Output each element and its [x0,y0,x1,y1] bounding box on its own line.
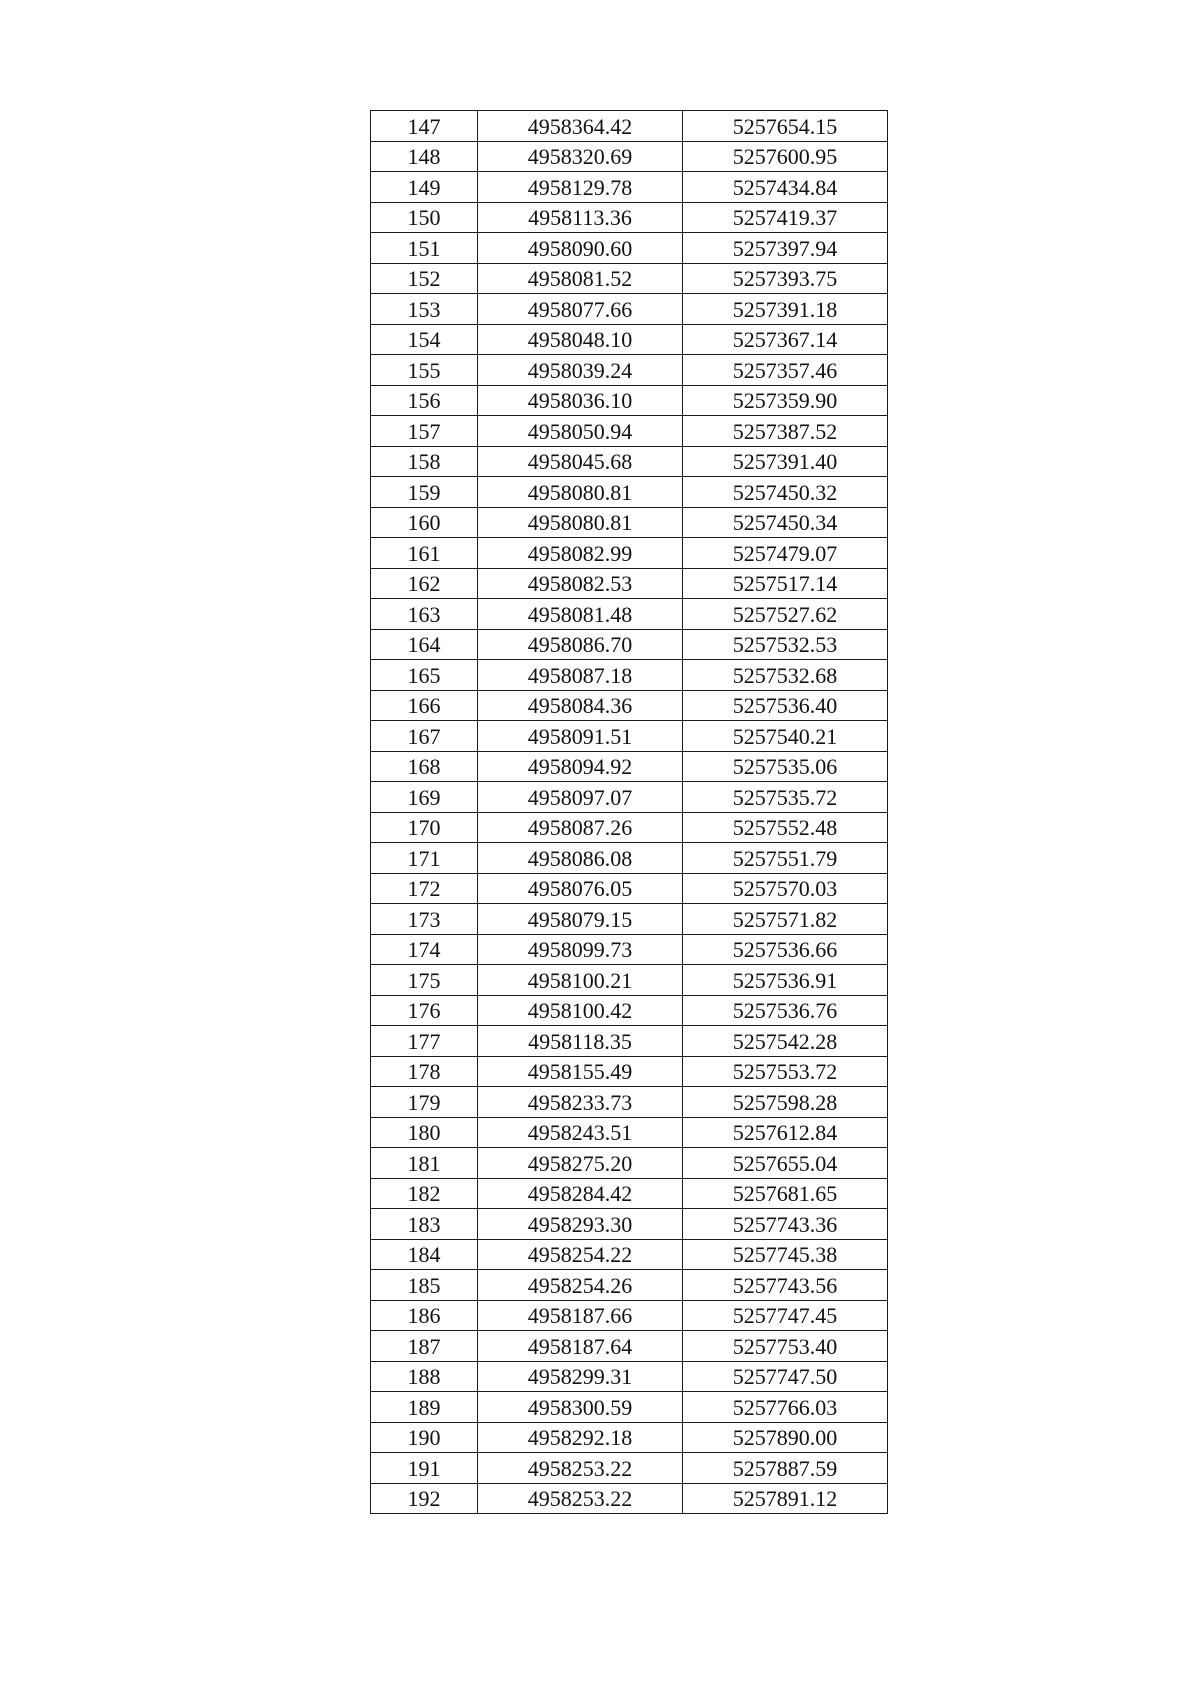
table-row [371,1483,888,1514]
coordinates-table [370,110,888,1514]
y-coordinate-cell: 5257527.62 [683,599,888,630]
x-coordinate-cell: 4958086.08 [478,843,683,874]
x-coordinate-cell: 4958300.59 [478,1392,683,1423]
table-row [371,843,888,874]
point-number-cell: 162 [371,568,478,599]
point-number-cell: 163 [371,599,478,630]
table-row [371,782,888,813]
table-row [371,1270,888,1301]
y-coordinate-cell: 5257654.15 [683,111,888,142]
table-row [371,934,888,965]
y-coordinate-cell: 5257600.95 [683,141,888,172]
y-coordinate-cell: 5257479.07 [683,538,888,569]
y-coordinate-cell: 5257753.40 [683,1331,888,1362]
point-number-cell: 189 [371,1392,478,1423]
point-number-cell: 153 [371,294,478,325]
y-coordinate-cell: 5257419.37 [683,202,888,233]
y-coordinate-cell: 5257681.65 [683,1178,888,1209]
y-coordinate-cell: 5257391.18 [683,294,888,325]
x-coordinate-cell: 4958080.81 [478,477,683,508]
y-coordinate-cell: 5257391.40 [683,446,888,477]
y-coordinate-cell: 5257655.04 [683,1148,888,1179]
x-coordinate-cell: 4958087.26 [478,812,683,843]
point-number-cell: 173 [371,904,478,935]
x-coordinate-cell: 4958099.73 [478,934,683,965]
y-coordinate-cell: 5257536.66 [683,934,888,965]
x-coordinate-cell: 4958118.35 [478,1026,683,1057]
point-number-cell: 164 [371,629,478,660]
point-number-cell: 183 [371,1209,478,1240]
y-coordinate-cell: 5257536.76 [683,995,888,1026]
table-row [371,416,888,447]
table-row [371,477,888,508]
table-row [371,1392,888,1423]
x-coordinate-cell: 4958293.30 [478,1209,683,1240]
y-coordinate-cell: 5257743.36 [683,1209,888,1240]
table-row [371,263,888,294]
table-row [371,1331,888,1362]
x-coordinate-cell: 4958097.07 [478,782,683,813]
point-number-cell: 177 [371,1026,478,1057]
point-number-cell: 168 [371,751,478,782]
x-coordinate-cell: 4958090.60 [478,233,683,264]
x-coordinate-cell: 4958100.21 [478,965,683,996]
x-coordinate-cell: 4958364.42 [478,111,683,142]
x-coordinate-cell: 4958187.64 [478,1331,683,1362]
table-row [371,507,888,538]
table-row [371,629,888,660]
table-row [371,202,888,233]
x-coordinate-cell: 4958081.48 [478,599,683,630]
y-coordinate-cell: 5257434.84 [683,172,888,203]
table-row [371,538,888,569]
x-coordinate-cell: 4958299.31 [478,1361,683,1392]
point-number-cell: 191 [371,1453,478,1484]
point-number-cell: 148 [371,141,478,172]
point-number-cell: 192 [371,1483,478,1514]
table-row [371,965,888,996]
y-coordinate-cell: 5257359.90 [683,385,888,416]
point-number-cell: 171 [371,843,478,874]
y-coordinate-cell: 5257367.14 [683,324,888,355]
y-coordinate-cell: 5257747.45 [683,1300,888,1331]
x-coordinate-cell: 4958243.51 [478,1117,683,1148]
table-row [371,172,888,203]
x-coordinate-cell: 4958253.22 [478,1483,683,1514]
x-coordinate-cell: 4958129.78 [478,172,683,203]
x-coordinate-cell: 4958254.26 [478,1270,683,1301]
y-coordinate-cell: 5257598.28 [683,1087,888,1118]
table-row [371,233,888,264]
x-coordinate-cell: 4958048.10 [478,324,683,355]
y-coordinate-cell: 5257747.50 [683,1361,888,1392]
table-row [371,1422,888,1453]
x-coordinate-cell: 4958233.73 [478,1087,683,1118]
x-coordinate-cell: 4958320.69 [478,141,683,172]
y-coordinate-cell: 5257890.00 [683,1422,888,1453]
x-coordinate-cell: 4958082.99 [478,538,683,569]
table-row [371,1361,888,1392]
x-coordinate-cell: 4958081.52 [478,263,683,294]
x-coordinate-cell: 4958187.66 [478,1300,683,1331]
x-coordinate-cell: 4958050.94 [478,416,683,447]
x-coordinate-cell: 4958039.24 [478,355,683,386]
point-number-cell: 149 [371,172,478,203]
point-number-cell: 174 [371,934,478,965]
point-number-cell: 170 [371,812,478,843]
y-coordinate-cell: 5257532.68 [683,660,888,691]
point-number-cell: 188 [371,1361,478,1392]
table-row [371,660,888,691]
table-row [371,1300,888,1331]
table-row [371,690,888,721]
x-coordinate-cell: 4958254.22 [478,1239,683,1270]
table-row [371,599,888,630]
table-row [371,995,888,1026]
point-number-cell: 158 [371,446,478,477]
point-number-cell: 180 [371,1117,478,1148]
point-number-cell: 156 [371,385,478,416]
y-coordinate-cell: 5257552.48 [683,812,888,843]
x-coordinate-cell: 4958082.53 [478,568,683,599]
table-row [371,324,888,355]
table-row [371,1209,888,1240]
point-number-cell: 176 [371,995,478,1026]
point-number-cell: 154 [371,324,478,355]
x-coordinate-cell: 4958079.15 [478,904,683,935]
y-coordinate-cell: 5257540.21 [683,721,888,752]
table-row [371,721,888,752]
point-number-cell: 182 [371,1178,478,1209]
point-number-cell: 181 [371,1148,478,1179]
point-number-cell: 166 [371,690,478,721]
point-number-cell: 165 [371,660,478,691]
y-coordinate-cell: 5257553.72 [683,1056,888,1087]
point-number-cell: 160 [371,507,478,538]
y-coordinate-cell: 5257517.14 [683,568,888,599]
point-number-cell: 161 [371,538,478,569]
x-coordinate-cell: 4958080.81 [478,507,683,538]
point-number-cell: 186 [371,1300,478,1331]
x-coordinate-cell: 4958084.36 [478,690,683,721]
y-coordinate-cell: 5257891.12 [683,1483,888,1514]
x-coordinate-cell: 4958087.18 [478,660,683,691]
table-row [371,1087,888,1118]
x-coordinate-cell: 4958155.49 [478,1056,683,1087]
point-number-cell: 179 [371,1087,478,1118]
x-coordinate-cell: 4958284.42 [478,1178,683,1209]
y-coordinate-cell: 5257450.32 [683,477,888,508]
table-row [371,355,888,386]
point-number-cell: 151 [371,233,478,264]
x-coordinate-cell: 4958086.70 [478,629,683,660]
y-coordinate-cell: 5257532.53 [683,629,888,660]
y-coordinate-cell: 5257357.46 [683,355,888,386]
x-coordinate-cell: 4958077.66 [478,294,683,325]
y-coordinate-cell: 5257887.59 [683,1453,888,1484]
table-row [371,1453,888,1484]
y-coordinate-cell: 5257743.56 [683,1270,888,1301]
x-coordinate-cell: 4958100.42 [478,995,683,1026]
table-row [371,385,888,416]
table-row [371,141,888,172]
point-number-cell: 185 [371,1270,478,1301]
table-row [371,446,888,477]
y-coordinate-cell: 5257570.03 [683,873,888,904]
x-coordinate-cell: 4958045.68 [478,446,683,477]
y-coordinate-cell: 5257536.91 [683,965,888,996]
y-coordinate-cell: 5257551.79 [683,843,888,874]
table-row [371,1056,888,1087]
point-number-cell: 190 [371,1422,478,1453]
table-row [371,1117,888,1148]
point-number-cell: 172 [371,873,478,904]
y-coordinate-cell: 5257571.82 [683,904,888,935]
x-coordinate-cell: 4958253.22 [478,1453,683,1484]
point-number-cell: 150 [371,202,478,233]
y-coordinate-cell: 5257542.28 [683,1026,888,1057]
point-number-cell: 167 [371,721,478,752]
table-row [371,1026,888,1057]
table-row [371,1239,888,1270]
x-coordinate-cell: 4958036.10 [478,385,683,416]
point-number-cell: 155 [371,355,478,386]
x-coordinate-cell: 4958094.92 [478,751,683,782]
table-row [371,751,888,782]
table-row [371,568,888,599]
point-number-cell: 184 [371,1239,478,1270]
point-number-cell: 157 [371,416,478,447]
point-number-cell: 175 [371,965,478,996]
y-coordinate-cell: 5257612.84 [683,1117,888,1148]
point-number-cell: 152 [371,263,478,294]
x-coordinate-cell: 4958292.18 [478,1422,683,1453]
y-coordinate-cell: 5257393.75 [683,263,888,294]
point-number-cell: 159 [371,477,478,508]
x-coordinate-cell: 4958091.51 [478,721,683,752]
table-row [371,294,888,325]
y-coordinate-cell: 5257536.40 [683,690,888,721]
x-coordinate-cell: 4958275.20 [478,1148,683,1179]
x-coordinate-cell: 4958113.36 [478,202,683,233]
table-row [371,1148,888,1179]
point-number-cell: 187 [371,1331,478,1362]
x-coordinate-cell: 4958076.05 [478,873,683,904]
y-coordinate-cell: 5257387.52 [683,416,888,447]
y-coordinate-cell: 5257535.06 [683,751,888,782]
y-coordinate-cell: 5257450.34 [683,507,888,538]
y-coordinate-cell: 5257397.94 [683,233,888,264]
y-coordinate-cell: 5257535.72 [683,782,888,813]
table-row [371,1178,888,1209]
point-number-cell: 147 [371,111,478,142]
y-coordinate-cell: 5257766.03 [683,1392,888,1423]
point-number-cell: 169 [371,782,478,813]
table-row [371,904,888,935]
y-coordinate-cell: 5257745.38 [683,1239,888,1270]
table-row [371,873,888,904]
table-row [371,812,888,843]
coordinates-table-body [371,111,888,1514]
table-row [371,111,888,142]
point-number-cell: 178 [371,1056,478,1087]
